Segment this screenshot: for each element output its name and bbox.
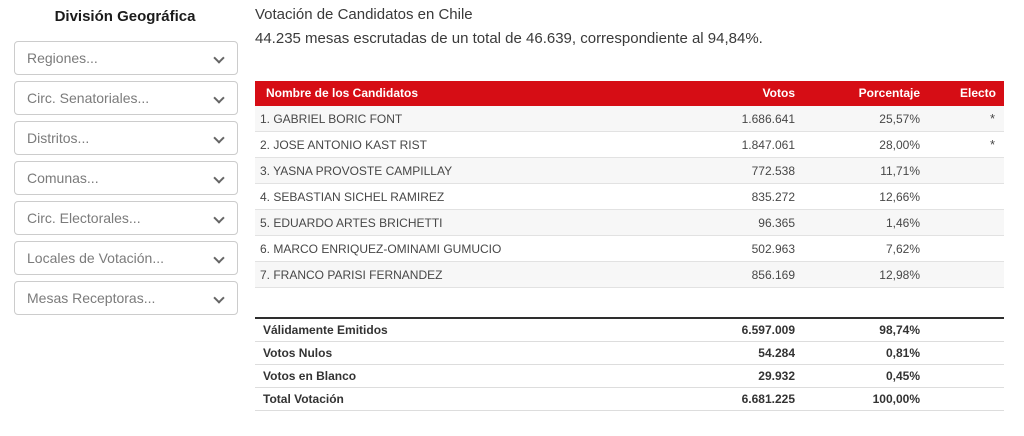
candidate-votes: 502.963 <box>751 242 795 256</box>
table-row <box>255 158 1004 184</box>
summary-label: Votos en Blanco <box>263 369 357 383</box>
candidate-percent: 7,62% <box>885 242 920 256</box>
summary-votes: 6.681.225 <box>741 392 795 406</box>
candidate-percent: 28,00% <box>879 138 920 152</box>
totals-table <box>255 317 1004 411</box>
summary-row-votos-nulos <box>255 342 1004 365</box>
candidate-name: 1. GABRIEL BORIC FONT <box>260 112 403 126</box>
elected-marker <box>920 210 1004 236</box>
candidate-percent: 25,57% <box>879 112 920 126</box>
summary-row-validamente-emitidos <box>255 319 1004 342</box>
comunas-select-value: Comunas... <box>27 170 99 186</box>
chevron-down-icon <box>213 292 224 303</box>
candidate-percent: 1,46% <box>885 216 920 230</box>
column-header-nombre: Nombre de los Candidatos <box>266 86 419 100</box>
elected-marker <box>920 262 1004 288</box>
column-header-porcentaje: Porcentaje <box>858 86 920 100</box>
distritos-select-value: Distritos... <box>27 130 90 146</box>
table-row <box>255 106 1004 132</box>
circ-senatoriales-select-value: Circ. Senatoriales... <box>27 90 150 106</box>
chevron-down-icon <box>213 132 224 143</box>
summary-label: Válidamente Emitidos <box>263 323 388 337</box>
elected-marker <box>920 236 1004 262</box>
chevron-down-icon <box>213 212 224 223</box>
mesas-escrutadas-status: 44.235 mesas escrutadas de un total de 46.639, correspondiente al 94,84%. <box>255 30 763 47</box>
candidate-percent: 11,71% <box>880 164 920 178</box>
summary-row-total-votacion <box>255 388 1004 411</box>
circ-senatoriales-select[interactable] <box>14 81 238 115</box>
candidate-name: 3. YASNA PROVOSTE CAMPILLAY <box>260 164 453 178</box>
summary-votes: 54.284 <box>758 346 795 360</box>
chevron-down-icon <box>213 92 224 103</box>
elected-marker <box>920 184 1004 210</box>
column-header-votos: Votos <box>762 86 795 100</box>
summary-votes: 29.932 <box>758 369 795 383</box>
mesas-receptoras-select[interactable] <box>14 281 238 315</box>
sidebar-title: División Geográfica <box>54 8 196 25</box>
candidate-votes: 835.272 <box>751 190 795 204</box>
candidate-votes: 96.365 <box>758 216 795 230</box>
summary-label: Votos Nulos <box>263 346 333 360</box>
table-row <box>255 262 1004 288</box>
candidate-name: 7. FRANCO PARISI FERNANDEZ <box>260 268 443 282</box>
candidate-percent: 12,66% <box>879 190 920 204</box>
summary-row-votos-en-blanco <box>255 365 1004 388</box>
regiones-select-value: Regiones... <box>27 50 98 66</box>
summary-percent: 0,81% <box>885 346 920 360</box>
candidate-name: 2. JOSE ANTONIO KAST RIST <box>260 138 427 152</box>
results-main <box>255 0 1004 411</box>
candidate-percent: 12,98% <box>879 268 920 282</box>
chevron-down-icon <box>213 172 224 183</box>
circ-electorales-select-value: Circ. Electorales... <box>27 210 141 226</box>
candidates-table-header <box>255 81 1004 106</box>
chevron-down-icon <box>213 52 224 63</box>
candidates-table <box>255 81 1004 288</box>
elected-marker <box>920 158 1004 184</box>
candidate-name: 5. EDUARDO ARTES BRICHETTI <box>260 216 443 230</box>
summary-percent: 100,00% <box>872 392 920 406</box>
page-title: Votación de Candidatos en Chile <box>255 6 473 23</box>
geo-division-sidebar <box>0 0 250 436</box>
column-header-electo: Electo <box>959 86 996 100</box>
mesas-receptoras-select-value: Mesas Receptoras... <box>27 290 156 306</box>
candidate-name: 6. MARCO ENRIQUEZ-OMINAMI GUMUCIO <box>260 242 502 256</box>
candidate-votes: 1.847.061 <box>741 138 795 152</box>
chevron-down-icon <box>213 252 224 263</box>
elected-marker: * <box>989 111 995 126</box>
table-row <box>255 184 1004 210</box>
elected-marker: * <box>989 137 995 152</box>
summary-percent: 98,74% <box>879 323 920 337</box>
candidate-votes: 772.538 <box>751 164 795 178</box>
locales-votacion-select-value: Locales de Votación... <box>27 250 164 266</box>
regiones-select[interactable] <box>14 41 238 75</box>
summary-percent: 0,45% <box>885 369 920 383</box>
table-row <box>255 236 1004 262</box>
table-row <box>255 210 1004 236</box>
summary-label: Total Votación <box>263 392 344 406</box>
circ-electorales-select[interactable] <box>14 201 238 235</box>
candidate-votes: 856.169 <box>751 268 795 282</box>
locales-votacion-select[interactable] <box>14 241 238 275</box>
comunas-select[interactable] <box>14 161 238 195</box>
candidate-name: 4. SEBASTIAN SICHEL RAMIREZ <box>260 190 445 204</box>
distritos-select[interactable] <box>14 121 238 155</box>
summary-votes: 6.597.009 <box>741 323 795 337</box>
candidate-votes: 1.686.641 <box>741 112 795 126</box>
table-row <box>255 132 1004 158</box>
